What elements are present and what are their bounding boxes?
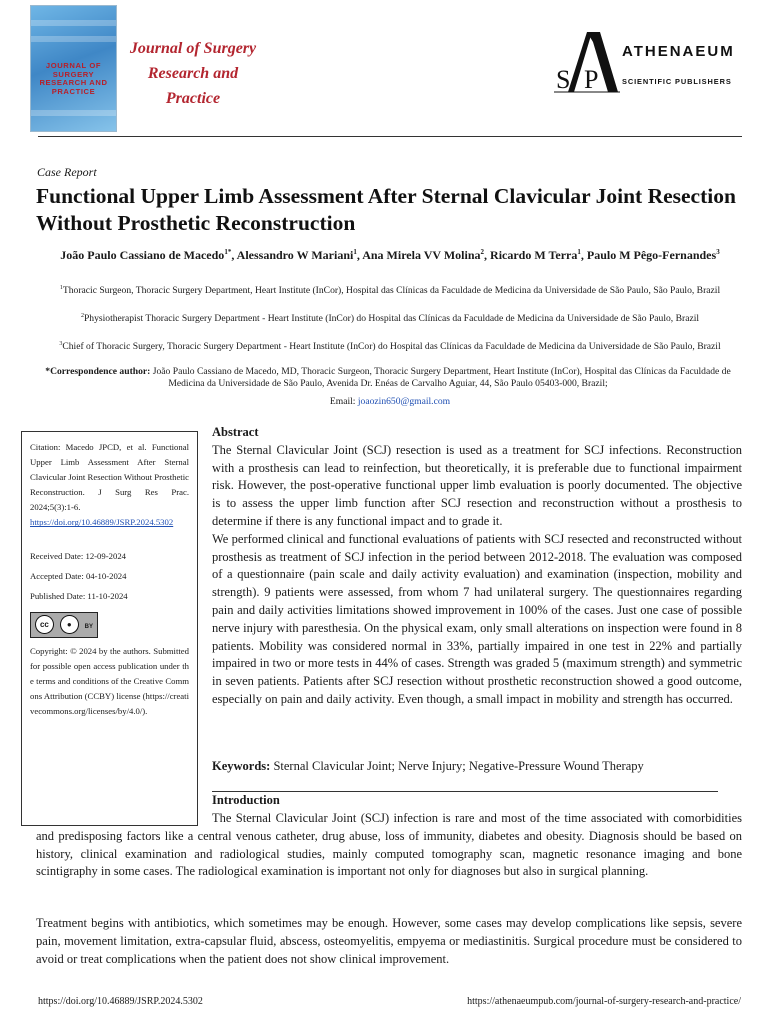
author-name: Ana Mirela VV Molina [362,248,481,262]
affiliation-sup: 1 [59,285,63,291]
author-name: Ricardo M Terra [490,248,578,262]
affiliation-sup: 2 [80,313,84,319]
accepted-date: Accepted Date: 04-10-2024 [30,570,127,581]
journal-name [118,36,268,111]
svg-text:P: P [584,65,599,94]
introduction-paragraph: Treatment begins with antibiotics, which sometimes may be enough. However, some cases may develop complications like sepsis, severe pain, movement limitation, extra-capsular fluid, abscess, osteomyelitis, empyema or mediastinitis. Surgical procedure must be considered to avoid or treat complications when the patient does not show clinical improvement. [36,916,742,966]
article-type: Case Report [37,165,97,179]
doi-link[interactable]: https://doi.org/10.46889/JSRP.2024.5302 [30,517,174,528]
abstract-section [212,424,742,709]
keywords [212,758,742,775]
publisher-name: ATHENAEUM [622,43,735,60]
introduction-heading-block [212,792,742,810]
svg-text:S: S [556,65,571,94]
author-name: Alessandro W Mariani [236,248,354,262]
publisher-subtitle: SCIENTIFIC PUBLISHERS [622,77,732,86]
citation-text: Citation: Macedo JPCD, et al. Functional Upper Limb Assessment After Sternal Clavicular Joint Resection Without Prosthetic Reconstruction. J Surg Res Prac. 2024;5(3):1-6. [30,442,189,513]
correspondence-label: *Correspondence author: [45,366,151,377]
email-label: Email: [329,396,356,407]
author-name: João Paulo Cassiano de Macedo [60,248,225,262]
affiliation [40,310,740,325]
abstract-heading: Abstract [212,425,259,439]
published-date: Published Date: 11-10-2024 [30,590,128,601]
author-list: João Paulo Cassiano de Macedo$^{1*}$, Alessandro W Mariani$^1$, Ana Mirela VV Molina$^2$, Ricardo M Terra$^1$, Paulo M Pêgo-Fernandes$^3$ [60,248,720,262]
cover-title: JOURNAL OF SURGERY RESEARCH AND PRACTICE [39,61,108,96]
journal-name-line: Research and [147,65,239,82]
article-title: Functional Upper Limb Assessment After Sternal Clavicular Joint Resection Without Prosthetic Reconstruction [36,184,736,235]
abstract-paragraph: The Sternal Clavicular Joint (SCJ) resection is used as a treatment for SCJ infections. Reconstruction with a prosthesis can lead to reinfection, but theoretically, it is preferable due to functional impairment risk. However, the post-operative functional upper limb evaluation is poorly documented. The objective is to assess the upper limb function after SCJ resection and reconstruction without a prosthesis to determine if there is any functional impact and to grade it. [212,442,742,528]
affiliation-text: Chief of Thoracic Surgery, Thoracic Surgery Department - Heart Institute (InCor) do Hospital das Clínicas da Faculdade de Medicina da Universidade de São Paulo, Brazil [62,341,721,353]
introduction-heading: Introduction [212,793,280,807]
keywords-text: Sternal Clavicular Joint; Nerve Injury; Negative-Pressure Wound Therapy [273,759,644,773]
author-sup: 3 [716,248,720,256]
affiliation-text: Physiotherapist Thoracic Surgery Department - Heart Institute (InCor) do Hospital das Clínicas da Faculdade de Medicina da Universidade de São Paulo, Brazil [83,313,700,325]
abstract-paragraph: We performed clinical and functional evaluations of patients with SCJ resected and reconstructed without prosthesis as treatment of SCJ infection in the period between 2012-2018. The evaluation was composed of a questionnaire (pain scale and daily activity evaluation) and examination (inspection, mobility and strength). 9 patients were assessed, from whom 7 had unilateral surgery. The questionnaires regarding pain and daily activities limitations showed improvement in 100% of the cases. Just one case of possible nerve injury with paresthesia. On the physical exam, only small alterations on inspection were found in 8 patients. Mobility was considered normal in 33%, partially impaired in one test in 22% and partially impaired in two or more tests in 44% of cases. Strength was graded 5 (maximum strength) and symmetric in seven patients. Patients after SCJ resection without prosthetic reconstruction showed a good outcome, especially on pain and daily activity. Even though, a small impact in mobility and strength has occurred. [212,531,742,706]
received-date: Received Date: 12-09-2024 [30,550,127,561]
cc-by-license-icon[interactable] [30,612,98,638]
journal-name-line: Journal of Surgery [129,40,257,57]
affiliation-text: Thoracic Surgeon, Thoracic Surgery Department, Heart Institute (InCor), Hospital das Clínicas da Faculdade de Medicina da Universidade de São Paulo, São Paulo, Brazil [62,285,721,297]
keywords-label: Keywords: [212,759,271,773]
affiliation [40,282,740,297]
author-sup: 1* [224,248,232,256]
copyright-text: Copyright: © 2024 by the authors. Submitted for possible open access publication under the terms and conditions of the Creative Commons Attribution (CCBY) license (https://creativecommons.org/licenses/by/4.0/). [30,645,189,717]
author-name: Paulo M Pêgo-Fernandes [586,248,717,262]
email-line [40,396,740,408]
athenaeum-logo-icon [554,30,620,94]
footer-url[interactable]: https://athenaeumpub.com/journal-of-surgery-research-and-practice/ [467,996,741,1007]
author-sup: 2 [480,248,485,256]
affiliation [40,338,740,353]
journal-name-line: Practice [165,90,221,107]
header-divider [38,136,742,137]
attribution-icon: ● [60,615,79,634]
introduction-paragraph: The Sternal Clavicular Joint (SCJ) infection is rare and most of the time associated with comorbidities and predisposing factors like a central venous catheter, drug abuse, loss of immunity, diabetes and obesity. Diagnosis should be based on history, clinical examination and radiological studies, mainly computed tomography scan, magnetic resonance imaging and bone scintigraphy in some cases. The radiological examination is important not only for diagnoses but also in surgical planning. [36,811,742,879]
citation-info-box [21,431,198,826]
author-sup: 1 [353,248,357,256]
footer-doi[interactable]: https://doi.org/10.46889/JSRP.2024.5302 [38,996,203,1007]
author-sup: 1 [577,248,581,256]
cc-icon: cc [35,615,54,634]
by-label: BY [84,623,93,630]
affiliation-sup: 3 [59,341,63,347]
email-link[interactable]: joaozin650@gmail.com [357,396,451,407]
journal-cover-image [30,5,117,132]
correspondence [34,366,742,390]
correspondence-text: João Paulo Cassiano de Macedo, MD, Thoracic Surgeon, Thoracic Surgery Department, Heart Institute (InCor), Hospital das Clínicas da Faculdade de Medicina da Universidade de São Paulo, Avenida Dr. Enéas de Carvalho Aguiar, 44, São Paulo 05403-000, Brazil; [152,366,731,389]
